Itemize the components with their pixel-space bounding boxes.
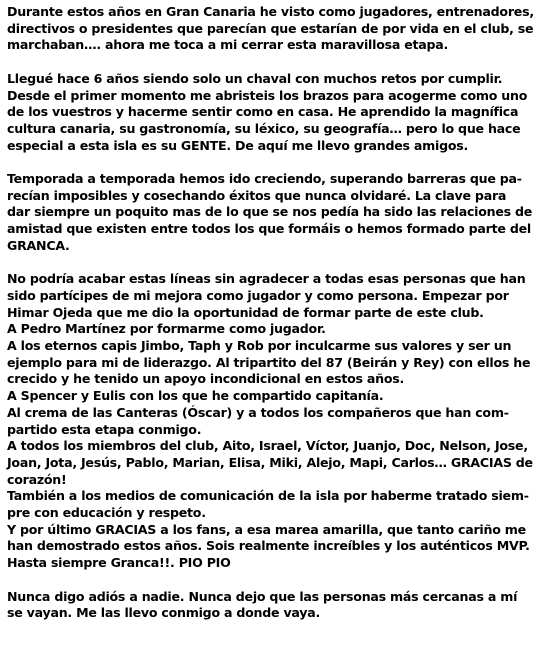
text-line: pre con educación y respeto. xyxy=(7,505,206,521)
text-line: GRANCA. xyxy=(7,237,70,253)
paragraph-closing xyxy=(7,589,537,622)
text-line: partido esta etapa conmigo. xyxy=(7,421,202,437)
text-line: No podría acabar estas líneas sin agradecer a todas esas personas que han xyxy=(7,271,526,287)
text-line: Al crema de las Canteras (Óscar) y a todos los compañeros que han com- xyxy=(7,404,509,420)
text-line: A Spencer y Eulis con los que he compartido capitanía. xyxy=(7,388,384,404)
text-line: directivos o presidentes que parecían que estarían de por vida en el club, se xyxy=(7,20,534,36)
text-line: de los vuestros y hacerme sentir como en casa. He aprendido la magnífica xyxy=(7,104,519,120)
text-line: sido partícipes de mi mejora como jugador y como persona. Empezar por xyxy=(7,287,509,303)
text-line: Himar Ojeda que me dio la oportunidad de formar parte de este club. xyxy=(7,304,484,320)
text-line: cultura canaria, su gastronomía, su léxico, su geografía… pero lo que hace xyxy=(7,120,521,136)
text-line: especial a esta isla es su GENTE. De aquí me llevo grandes amigos. xyxy=(7,137,469,153)
paragraph-intro xyxy=(7,4,537,54)
paragraph-arrival xyxy=(7,71,537,155)
text-line: corazón! xyxy=(7,471,67,487)
text-line: A todos los miembros del club, Aito, Israel, Víctor, Juanjo, Doc, Nelson, Jose, xyxy=(7,438,528,454)
text-line: recían imposibles y cosechando éxitos que nunca olvidaré. La clave para xyxy=(7,187,507,203)
text-line: dar siempre un poquito mas de lo que se nos pedía ha sido las relaciones de xyxy=(7,204,533,220)
text-line: marchaban…. ahora me toca a mi cerrar esta maravillosa etapa. xyxy=(7,37,449,53)
text-line: A Pedro Martínez por formarme como jugador. xyxy=(7,321,326,337)
paragraph-thanks xyxy=(7,271,537,572)
paragraph-seasons xyxy=(7,171,537,255)
text-line: Y por último GRACIAS a los fans, a esa marea amarilla, que tanto cariño me xyxy=(7,521,526,537)
text-line: Temporada a temporada hemos ido creciendo, superando barreras que pa- xyxy=(7,171,522,186)
text-line: A los eternos capis Jimbo, Taph y Rob por inculcarme sus valores y ser un xyxy=(7,338,512,354)
text-line: Desde el primer momento me abristeis los brazos para acogerme como uno xyxy=(7,87,528,103)
text-line: También a los medios de comunicación de la isla por haberme tratado siem- xyxy=(7,488,529,504)
text-line: Joan, Jota, Jesús, Pablo, Marian, Elisa, Miki, Alejo, Mapi, Carlos… GRACIAS de xyxy=(7,454,533,470)
text-line: se vayan. Me las llevo conmigo a donde vaya. xyxy=(7,605,320,621)
text-line: Durante estos años en Gran Canaria he visto como jugadores, entrenadores, xyxy=(7,4,534,19)
text-line: Llegué hace 6 años siendo solo un chaval con muchos retos por cumplir. xyxy=(7,70,503,86)
text-line: amistad que existen entre todos los que formáis o hemos formado parte del xyxy=(7,221,531,237)
text-line: crecido y he tenido un apoyo incondicional en estos años. xyxy=(7,371,405,387)
text-line: ejemplo para mi de liderazgo. Al tripartito del 87 (Beirán y Rey) con ellos he xyxy=(7,354,531,370)
text-line: Nunca digo adiós a nadie. Nunca dejo que las personas más cercanas a mí xyxy=(7,588,518,604)
text-line: Hasta siempre Granca!!. PIO PIO xyxy=(7,555,231,571)
text-line: han demostrado estos años. Sois realmente increíbles y los auténticos MVP. xyxy=(7,538,530,554)
